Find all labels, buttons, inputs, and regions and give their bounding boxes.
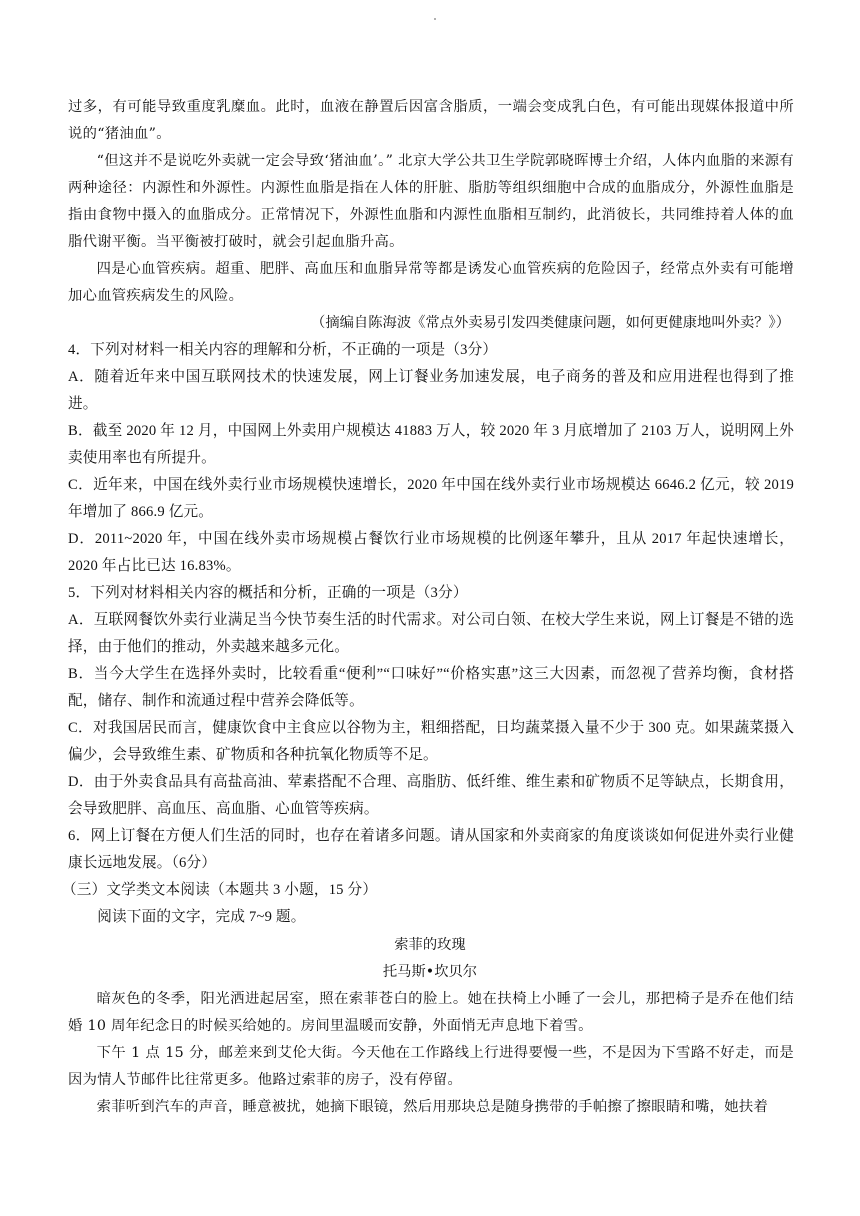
question-5-option-d: D．由于外卖食品具有高盐高油、荤素搭配不合理、高脂肪、低纤维、维生素和矿物质不足等缺点，长期食用，会导致肥胖、高血压、高血脂、心血管等疾病。 <box>68 774 794 817</box>
story-paragraph-2: 下午 1 点 15 分，邮差来到艾伦大街。今天他在工作路线上行进得要慢一些，不是因为下雪路不好走，而是因为情人节邮件比往常更多。他路过索菲的房子，没有停留。 <box>68 1045 794 1088</box>
question-6: 6．网上订餐在方便人们生活的同时，也存在着诸多问题。请从国家和外卖商家的角度谈谈如何促进外卖行业健康长远地发展。（6分） <box>68 828 794 871</box>
question-4-option-c: C．近年来，中国在线外卖行业市场规模快速增长，2020 年中国在线外卖行业市场规模达 6646.2 亿元，较 2019 年增加了 866.9 亿元。 <box>68 477 794 520</box>
story-paragraph-1: 暗灰色的冬季，阳光洒进起居室，照在索菲苍白的脸上。她在扶椅上小睡了一会儿，那把椅子是乔在他们结婚 10 周年纪念日的时候买给她的。房间里温暖而安静，外面悄无声息地下着雪。 <box>68 991 794 1034</box>
question-4-option-a: A．随着近年来中国互联网技术的快速发展，网上订餐业务加速发展，电子商务的普及和应用进程也得到了推进。 <box>68 369 794 412</box>
story-author: 托马斯•坎贝尔 <box>382 964 478 980</box>
question-5: 5．下列对材料相关内容的概括和分析，正确的一项是（3分） <box>68 585 468 601</box>
question-5-option-b: B．当今大学生在选择外卖时，比较看重“便利”“口味好”“价格实惠”这三大因素，而忽视了营养均衡，食材搭配，储存、制作和流通过程中营养会降低等。 <box>68 666 794 709</box>
paragraph-cardiovascular: 四是心血管疾病。超重、肥胖、高血压和血脂异常等都是诱发心血管疾病的危险因子，经常点外卖有可能增加心血管疾病发生的风险。 <box>68 261 794 304</box>
question-5-option-a: A．互联网餐饮外卖行业满足当今快节奏生活的时代需求。对公司白领、在校大学生来说，网上订餐是不错的选择，由于他们的推动，外卖越来越多元化。 <box>68 612 794 655</box>
paragraph-expert-quote: “但这并不是说吃外卖就一定会导致‘猪油血’。” 北京大学公共卫生学院郭晓晖博士介绍，人体内血脂的来源有两种途径：内源性和外源性。内源性血脂是指在人体的肝脏、脂肪等组织细胞中合成的血脂成分，外源性血脂是指由食物中摄入的血脂成分。正常情况下，外源性血脂和内源性血脂相互制约，此消彼长，共同维持着人体的血脂代谢平衡。当平衡被打破时，就会引起血脂升高。 <box>68 153 794 250</box>
section-heading: （三）文学类文本阅读（本题共 3 小题，15 分） <box>62 882 378 898</box>
story-paragraph-3: 索菲听到汽车的声音，睡意被扰，她摘下眼镜，然后用那块总是随身携带的手帕擦了擦眼睛和嘴，她扶着 <box>96 1099 769 1115</box>
source-note: （摘编自陈海波《常点外卖易引发四类健康问题，如何更健康地叫外卖？》） <box>311 315 790 331</box>
question-4-option-b: B．截至 2020 年 12 月，中国网上外卖用户规模达 41883 万人，较 2020 年 3 月底增加了 2103 万人，说明网上外卖使用率也有所提升。 <box>68 423 794 466</box>
paragraph-chylemia: 过多，有可能导致重度乳糜血。此时，血液在静置后因富含脂质，一端会变成乳白色，有可能出现媒体报道中所说的“猪油血”。 <box>68 99 794 142</box>
story-title: 索菲的玫瑰 <box>394 937 466 953</box>
header-mark <box>434 18 436 20</box>
question-5-option-c: C．对我国居民而言，健康饮食中主食应以谷物为主，粗细搭配，日均蔬菜摄入量不少于 300 克。如果蔬菜摄入偏少，会导致维生素、矿物质和各种抗氧化物质等不足。 <box>68 720 794 763</box>
reading-instruction: 阅读下面的文字，完成 7~9 题。 <box>97 909 306 925</box>
question-4-option-d: D．2011~2020 年，中国在线外卖市场规模占餐饮行业市场规模的比例逐年攀升，且从 2017 年起快速增长，2020 年占比已达 16.83%。 <box>68 531 794 574</box>
question-4: 4．下列对材料一相关内容的理解和分析，不正确的一项是（3分） <box>68 342 498 358</box>
